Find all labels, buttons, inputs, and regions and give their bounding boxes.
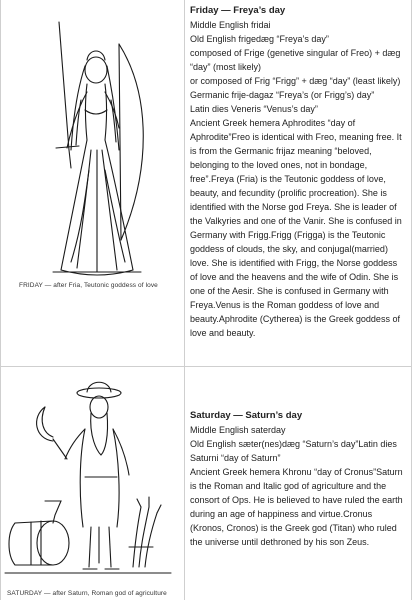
saturday-line: Ancient Greek hemera Khronu “day of Cronus”Saturn is the Roman and Italic god of agriculture and the consort of Ops. He is believed to have ruled the earth during an age of happiness and virtue.Cronus (Kronos, Cronos) is the Greek god (Titan) who ruled the universe until dethroned by his son Zeus. xyxy=(190,467,403,547)
saturday-row xyxy=(1,367,411,600)
saturday-heading: Saturday — Saturn’s day xyxy=(190,410,303,421)
friday-line: Ancient Greek hemera Aphrodites “day of Aphrodite”Freo is identical with Freo, meaning free. It is from the Germanic frijaz meaning “beloved, belonging to the loved ones, not in bondage, free”.Freya (Fria) is the Teutonic goddess of love, beauty, and fecundity (prolific procreation). She is identified with the Norse god Freya. She is leader of the Valkyries and one of the Vanir. She is confused in Germany with Frigg.Frigg (Frigga) is the Teutonic goddess of clouds, the sky, and conjugal(married) love. She is identified with Frigg, the Norse goddess of love and the heavens and the wife of Odin. She is one of the Aesir. She is confused in Germany with Freya.Venus is the Roman goddess of love and beauty.Aphrodite (Cytherea) is the Greek goddess of love and beauty. xyxy=(190,118,402,338)
friday-text xyxy=(190,4,407,340)
saturday-line: Old English sæter(nes)dæg “Saturn’s day”Latin dies Saturni “day of Saturn” xyxy=(190,439,397,463)
friday-line: or composed of Frig “Frigg” + dæg “day” (least likely) xyxy=(190,76,401,86)
friday-line: Latin dies Veneris “Venus’s day” xyxy=(190,104,318,114)
saturday-caption: SATURDAY — after Saturn, Roman god of agriculture xyxy=(7,590,167,597)
friday-row xyxy=(1,0,411,367)
friday-line: Middle English fridai xyxy=(190,20,271,30)
column-divider xyxy=(184,367,185,600)
saturday-line: Middle English saterday xyxy=(190,425,286,435)
saturn-woodcut-illustration xyxy=(1,367,184,589)
saturday-text xyxy=(190,409,407,549)
friday-illustration-cell xyxy=(1,0,184,366)
friday-caption: FRIDAY — after Fria, Teutonic goddess of love xyxy=(19,282,158,289)
friday-line: composed of Frige (genetive singular of Freo) + dæg “day” (most likely) xyxy=(190,48,401,72)
friday-line: Old English frigedæg “Freya’s day” xyxy=(190,34,329,44)
freya-woodcut-illustration xyxy=(1,0,184,280)
friday-line: Germanic frije-dagaz “Freya’s (or Frigg’s) day” xyxy=(190,90,375,100)
friday-heading: Friday — Freya’s day xyxy=(190,5,286,16)
column-divider xyxy=(184,0,185,366)
saturday-illustration-cell xyxy=(1,367,184,600)
